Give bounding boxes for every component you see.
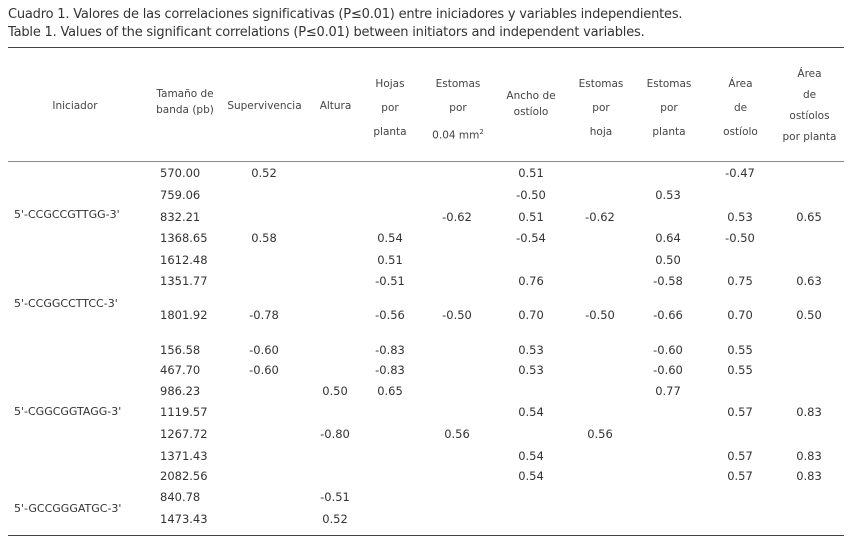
band-size-cell: 840.78 — [160, 490, 201, 504]
correlation-cell-alt: 0.52 — [322, 512, 348, 526]
header-area-ostiolos-por-planta: Área de ostíolos por planta — [782, 68, 837, 143]
correlation-cell-ancho: 0.51 — [518, 210, 544, 224]
correlation-cell-estplanta: -0.58 — [653, 274, 683, 288]
correlation-cell-areaost: 0.75 — [727, 274, 753, 288]
primer-label: 5'-GCCGGGATGC-3' — [14, 502, 122, 515]
correlation-cell-estplanta: 0.64 — [655, 231, 681, 245]
band-size-cell: 986.23 — [160, 384, 201, 398]
correlation-cell-alt: 0.50 — [322, 384, 348, 398]
band-size-cell: 1473.43 — [160, 512, 208, 526]
primer-label: 5'-CCGGCCTTCC-3' — [14, 297, 118, 310]
header-rule — [8, 161, 844, 162]
correlation-cell-areaplanta: 0.83 — [796, 469, 822, 483]
band-size-cell: 1612.48 — [160, 253, 208, 267]
correlation-cell-estplanta: -0.60 — [653, 363, 683, 377]
correlation-cell-estplanta: 0.50 — [655, 253, 681, 267]
correlation-cell-ancho: -0.50 — [516, 188, 546, 202]
correlation-cell-ancho: 0.54 — [518, 405, 544, 419]
correlation-cell-estplanta: 0.77 — [655, 384, 681, 398]
table-caption-en: Table 1. Values of the significant correlations (P≤0.01) between initiators and independent variables. — [8, 25, 645, 40]
correlation-cell-hojas: 0.65 — [377, 384, 403, 398]
header-tamano-banda: Tamaño de banda (pb) — [156, 88, 214, 116]
header-iniciador: Iniciador — [52, 100, 98, 112]
correlation-cell-areaost: -0.47 — [725, 166, 755, 180]
correlation-cell-areaost: 0.53 — [727, 210, 753, 224]
header-ancho-ostiolo: Ancho de ostíolo — [506, 90, 556, 118]
correlation-cell-ancho: 0.54 — [518, 469, 544, 483]
correlation-cell-sup: -0.60 — [249, 343, 279, 357]
correlation-cell-ancho: 0.51 — [518, 166, 544, 180]
bottom-rule — [8, 535, 844, 536]
correlation-cell-sup: -0.78 — [249, 308, 279, 322]
correlation-cell-areaplanta: 0.83 — [796, 405, 822, 419]
correlation-cell-estplanta: -0.60 — [653, 343, 683, 357]
correlation-cell-areaost: 0.57 — [727, 449, 753, 463]
top-rule — [8, 47, 844, 48]
band-size-cell: 570.00 — [160, 166, 201, 180]
correlation-cell-ancho: 0.76 — [518, 274, 544, 288]
correlation-cell-alt: -0.80 — [320, 427, 350, 441]
header-supervivencia: Supervivencia — [227, 100, 302, 112]
correlation-cell-hojas: -0.51 — [375, 274, 405, 288]
correlation-cell-areaost: 0.70 — [727, 308, 753, 322]
band-size-cell: 156.58 — [160, 343, 201, 357]
correlation-cell-ancho: 0.53 — [518, 343, 544, 357]
primer-label: 5'-CGGCGGTAGG-3' — [14, 405, 122, 418]
band-size-cell: 1371.43 — [160, 449, 208, 463]
correlation-cell-ancho: 0.54 — [518, 449, 544, 463]
correlation-cell-est04: 0.56 — [444, 427, 470, 441]
correlation-cell-sup: 0.58 — [251, 231, 277, 245]
header-hojas-por-planta: Hojas por planta — [373, 78, 407, 138]
header-altura: Altura — [319, 100, 352, 112]
correlation-cell-est04: -0.50 — [442, 308, 472, 322]
correlation-cell-est04: -0.62 — [442, 210, 472, 224]
correlation-cell-hojas: 0.54 — [377, 231, 403, 245]
band-size-cell: 1801.92 — [160, 308, 208, 322]
header-estomas-por-area: Estomas por 0.04 $mm^2$ — [432, 78, 484, 142]
band-size-cell: 759.06 — [160, 188, 201, 202]
correlation-cell-sup: 0.52 — [251, 166, 277, 180]
band-size-cell: 467.70 — [160, 363, 201, 377]
correlation-cell-ancho: -0.54 — [516, 231, 546, 245]
header-estomas-por-planta: Estomas por planta — [646, 78, 692, 138]
correlation-cell-areaost: 0.55 — [727, 343, 753, 357]
correlation-cell-areaplanta: 0.83 — [796, 449, 822, 463]
correlation-cell-esthoja: 0.56 — [587, 427, 613, 441]
correlation-cell-areaplanta: 0.63 — [796, 274, 822, 288]
correlation-cell-ancho: 0.53 — [518, 363, 544, 377]
correlation-cell-estplanta: 0.53 — [655, 188, 681, 202]
band-size-cell: 1119.57 — [160, 405, 208, 419]
primer-label: 5'-CCGCCGTTGG-3' — [14, 208, 120, 221]
band-size-cell: 1368.65 — [160, 231, 208, 245]
band-size-cell: 2082.56 — [160, 469, 208, 483]
band-size-cell: 1267.72 — [160, 427, 208, 441]
correlation-cell-sup: -0.60 — [249, 363, 279, 377]
correlation-cell-hojas: -0.83 — [375, 343, 405, 357]
correlation-cell-esthoja: -0.50 — [585, 308, 615, 322]
band-size-cell: 1351.77 — [160, 274, 208, 288]
correlation-cell-esthoja: -0.62 — [585, 210, 615, 224]
correlation-cell-ancho: 0.70 — [518, 308, 544, 322]
correlation-cell-hojas: 0.51 — [377, 253, 403, 267]
header-area-ostiolo: Área de ostíolo — [723, 78, 758, 138]
correlation-cell-areaplanta: 0.65 — [796, 210, 822, 224]
correlation-cell-areaplanta: 0.50 — [796, 308, 822, 322]
correlation-cell-areaost: 0.57 — [727, 469, 753, 483]
correlation-cell-areaost: 0.55 — [727, 363, 753, 377]
table-caption-es: Cuadro 1. Valores de las correlaciones significativas (P≤0.01) entre iniciadores y variables independientes. — [8, 7, 683, 22]
band-size-cell: 832.21 — [160, 210, 201, 224]
correlation-cell-hojas: -0.83 — [375, 363, 405, 377]
correlation-cell-estplanta: -0.66 — [653, 308, 683, 322]
correlation-cell-alt: -0.51 — [320, 490, 350, 504]
correlation-cell-areaost: 0.57 — [727, 405, 753, 419]
correlation-cell-hojas: -0.56 — [375, 308, 405, 322]
correlation-cell-areaost: -0.50 — [725, 231, 755, 245]
header-estomas-por-hoja: Estomas por hoja — [578, 78, 624, 138]
